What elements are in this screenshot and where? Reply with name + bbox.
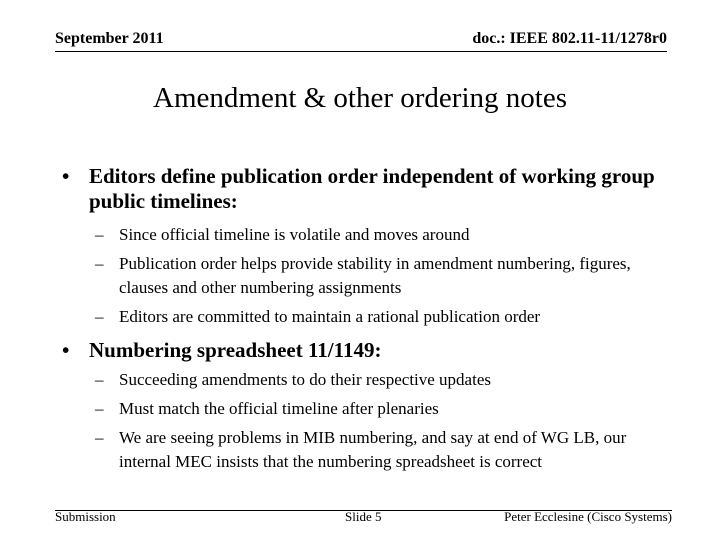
sub-bullet-marker: – [95, 254, 104, 273]
sub-bullet-marker: – [95, 399, 104, 418]
header-doc-id: doc.: IEEE 802.11-11/1278r0 [472, 30, 667, 47]
sub-bullet-item [95, 223, 675, 247]
sub-bullet-item [95, 305, 675, 329]
footer-submission: Submission [55, 509, 116, 524]
sub-bullet-text: Succeeding amendments to do their respective updates [119, 370, 491, 389]
header-divider [55, 51, 667, 52]
sub-bullet-text: We are seeing problems in MIB numbering, and say at end of WG LB, our internal MEC insists that the numbering spreadsheet is correct [119, 428, 627, 471]
sub-bullet-marker: – [95, 428, 104, 447]
bullet-marker: • [62, 338, 70, 362]
header-date: September 2011 [55, 30, 164, 47]
footer-slide-number: Slide 5 [345, 509, 382, 524]
sub-bullet-text: Publication order helps provide stability in amendment numbering, figures, clauses and other numbering assignments [119, 254, 631, 297]
footer-author: Peter Ecclesine (Cisco Systems) [504, 509, 672, 524]
sub-bullet-item [95, 426, 675, 474]
sub-bullet-item [95, 252, 675, 300]
sub-bullet-marker: – [95, 225, 104, 244]
sub-bullet-text: Since official timeline is volatile and moves around [119, 225, 470, 244]
sub-bullet-marker: – [95, 370, 104, 389]
sub-bullet-marker: – [95, 307, 104, 326]
bullet-item [62, 164, 662, 214]
bullet-marker: • [62, 164, 70, 188]
slide-title: Amendment & other ordering notes [153, 82, 567, 114]
bullet-text: Numbering spreadsheet 11/1149: [89, 338, 382, 362]
sub-bullet-text: Must match the official timeline after plenaries [119, 399, 439, 418]
sub-bullet-text: Editors are committed to maintain a rational publication order [119, 307, 541, 326]
sub-bullet-item [95, 397, 675, 421]
bullet-text: Editors define publication order independent of working group public timelines: [89, 164, 655, 213]
bullet-item [62, 338, 662, 363]
sub-bullet-item [95, 368, 675, 392]
